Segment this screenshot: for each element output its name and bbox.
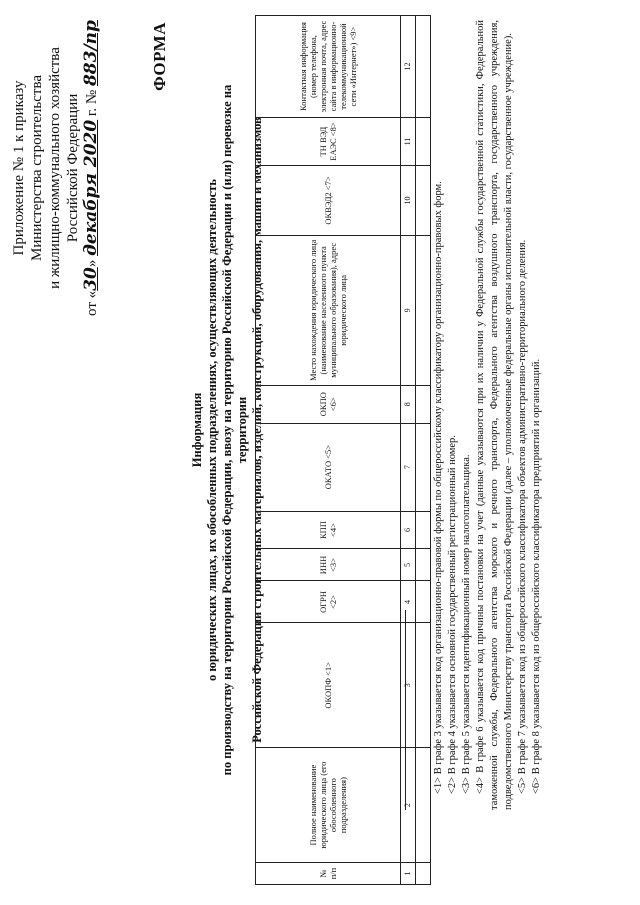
header-cell: Место нахождения юридического лица (наименование населенного пункта муниципального образования), адрес юридического лица bbox=[256, 235, 401, 385]
column-number: 7 bbox=[401, 423, 416, 511]
footnotes bbox=[432, 20, 544, 810]
date-day: 30 bbox=[81, 267, 101, 291]
column-number: 10 bbox=[401, 166, 416, 236]
column-number: 12 bbox=[401, 16, 416, 118]
footnote: <2> В графе 4 указывается основной государственный регистрационный номер. bbox=[447, 435, 458, 794]
column-number: 8 bbox=[401, 385, 416, 423]
column-number: 1 bbox=[401, 863, 416, 885]
footnote-separator bbox=[405, 610, 406, 810]
header-cell: ИНН <3> bbox=[256, 549, 401, 581]
header-cell: ОКПО <6> bbox=[256, 385, 401, 423]
column-number: 6 bbox=[401, 511, 416, 549]
table-cell bbox=[416, 748, 431, 863]
column-number: 2 bbox=[401, 748, 416, 863]
header-cell: ОГРН <2> bbox=[256, 581, 401, 623]
title-line: по производству на территории Российской Федерации, ввозу на территорию Российской Федерации и (или) перевозке на территории bbox=[220, 84, 249, 776]
table-cell bbox=[416, 118, 431, 166]
header-line: Министерства строительства bbox=[29, 75, 45, 262]
order-number: 883/пр bbox=[81, 20, 101, 87]
header-cell: Полное наименование юридического лица (его обособленного подразделения) bbox=[256, 748, 401, 863]
date-year-suffix: г. № bbox=[84, 89, 100, 117]
column-number: 4 bbox=[401, 581, 416, 623]
column-number: 9 bbox=[401, 235, 416, 385]
table-cell bbox=[416, 235, 431, 385]
footnote: <4> В графе 6 указывается код причины постановки на учет (данные указываются при их наличии у Федеральной службы государственной статистики, Федеральной таможенной службы, Федерального агентства морского и речного транспорта, Федерального агентства воздушного транспорта, государственного учреждения, подведомственного Министерству транспорта Российской Федерации (далее – уполномоченные федеральные органы исполнительной власти, государственное учреждение). bbox=[475, 20, 514, 810]
table-cell bbox=[416, 16, 431, 118]
title-line: о юридических лицах, их обособленных подразделениях, осуществляющих деятельность bbox=[205, 179, 219, 681]
header-cell: ТН ВЭД ЕАЭС <8> bbox=[256, 118, 401, 166]
column-number-row bbox=[401, 16, 416, 885]
document-title bbox=[190, 50, 265, 810]
table-cell bbox=[416, 623, 431, 748]
footnote: <6> В графе 8 указывается код из общероссийского классификатора предприятий и организаций. bbox=[531, 358, 542, 794]
table-cell bbox=[416, 549, 431, 581]
table-cell bbox=[416, 581, 431, 623]
form-label: ФОРМА bbox=[150, 22, 169, 91]
header-cell: ОКОПФ <1> bbox=[256, 623, 401, 748]
header-cell: КПП <4> bbox=[256, 511, 401, 549]
header-line: Приложение № 1 к приказу bbox=[11, 80, 27, 256]
table-cell bbox=[416, 863, 431, 885]
footnote: <1> В графе 3 указывается код организационно-правовой формы по общероссийскому классификатору организационно-правовых форм. bbox=[433, 181, 444, 794]
footnote: <5> В графе 7 указывается код из общероссийского классификатора объектов административно-территориального деления. bbox=[517, 239, 528, 794]
footnote: <3> В графе 5 указывается идентификационный номер налогоплательщика. bbox=[461, 454, 472, 794]
date-prefix: от « bbox=[84, 290, 100, 316]
date-month: декабря 2020 bbox=[81, 119, 101, 256]
header-cell: Контактная информация (номер телефона, электронная почта, адрес сайта в информационно-телекоммуникационной сети «Интернет») <9> bbox=[256, 16, 401, 118]
table-cell bbox=[416, 166, 431, 236]
table-header-row bbox=[256, 16, 401, 885]
title-line: Информация bbox=[190, 392, 204, 468]
column-number: 5 bbox=[401, 549, 416, 581]
header-cell: ОКАТО <5> bbox=[256, 423, 401, 511]
header-cell: № п/п bbox=[256, 863, 401, 885]
title-line: Российской Федерации строительных материалов, изделий, конструкций, оборудования, машин и механизмов bbox=[250, 117, 264, 743]
date-mid: » bbox=[84, 259, 100, 268]
header-cell: ОКВЭД2 <7> bbox=[256, 166, 401, 236]
table-cell bbox=[416, 423, 431, 511]
table-cell bbox=[416, 511, 431, 549]
column-number: 3 bbox=[401, 623, 416, 748]
empty-data-row bbox=[416, 16, 431, 885]
header-line: Российской Федерации bbox=[65, 93, 81, 243]
order-date-line bbox=[82, 18, 101, 318]
approval-header bbox=[10, 18, 101, 318]
column-number: 11 bbox=[401, 118, 416, 166]
header-line: и жилищно-коммунального хозяйства bbox=[47, 47, 63, 289]
table-cell bbox=[416, 385, 431, 423]
